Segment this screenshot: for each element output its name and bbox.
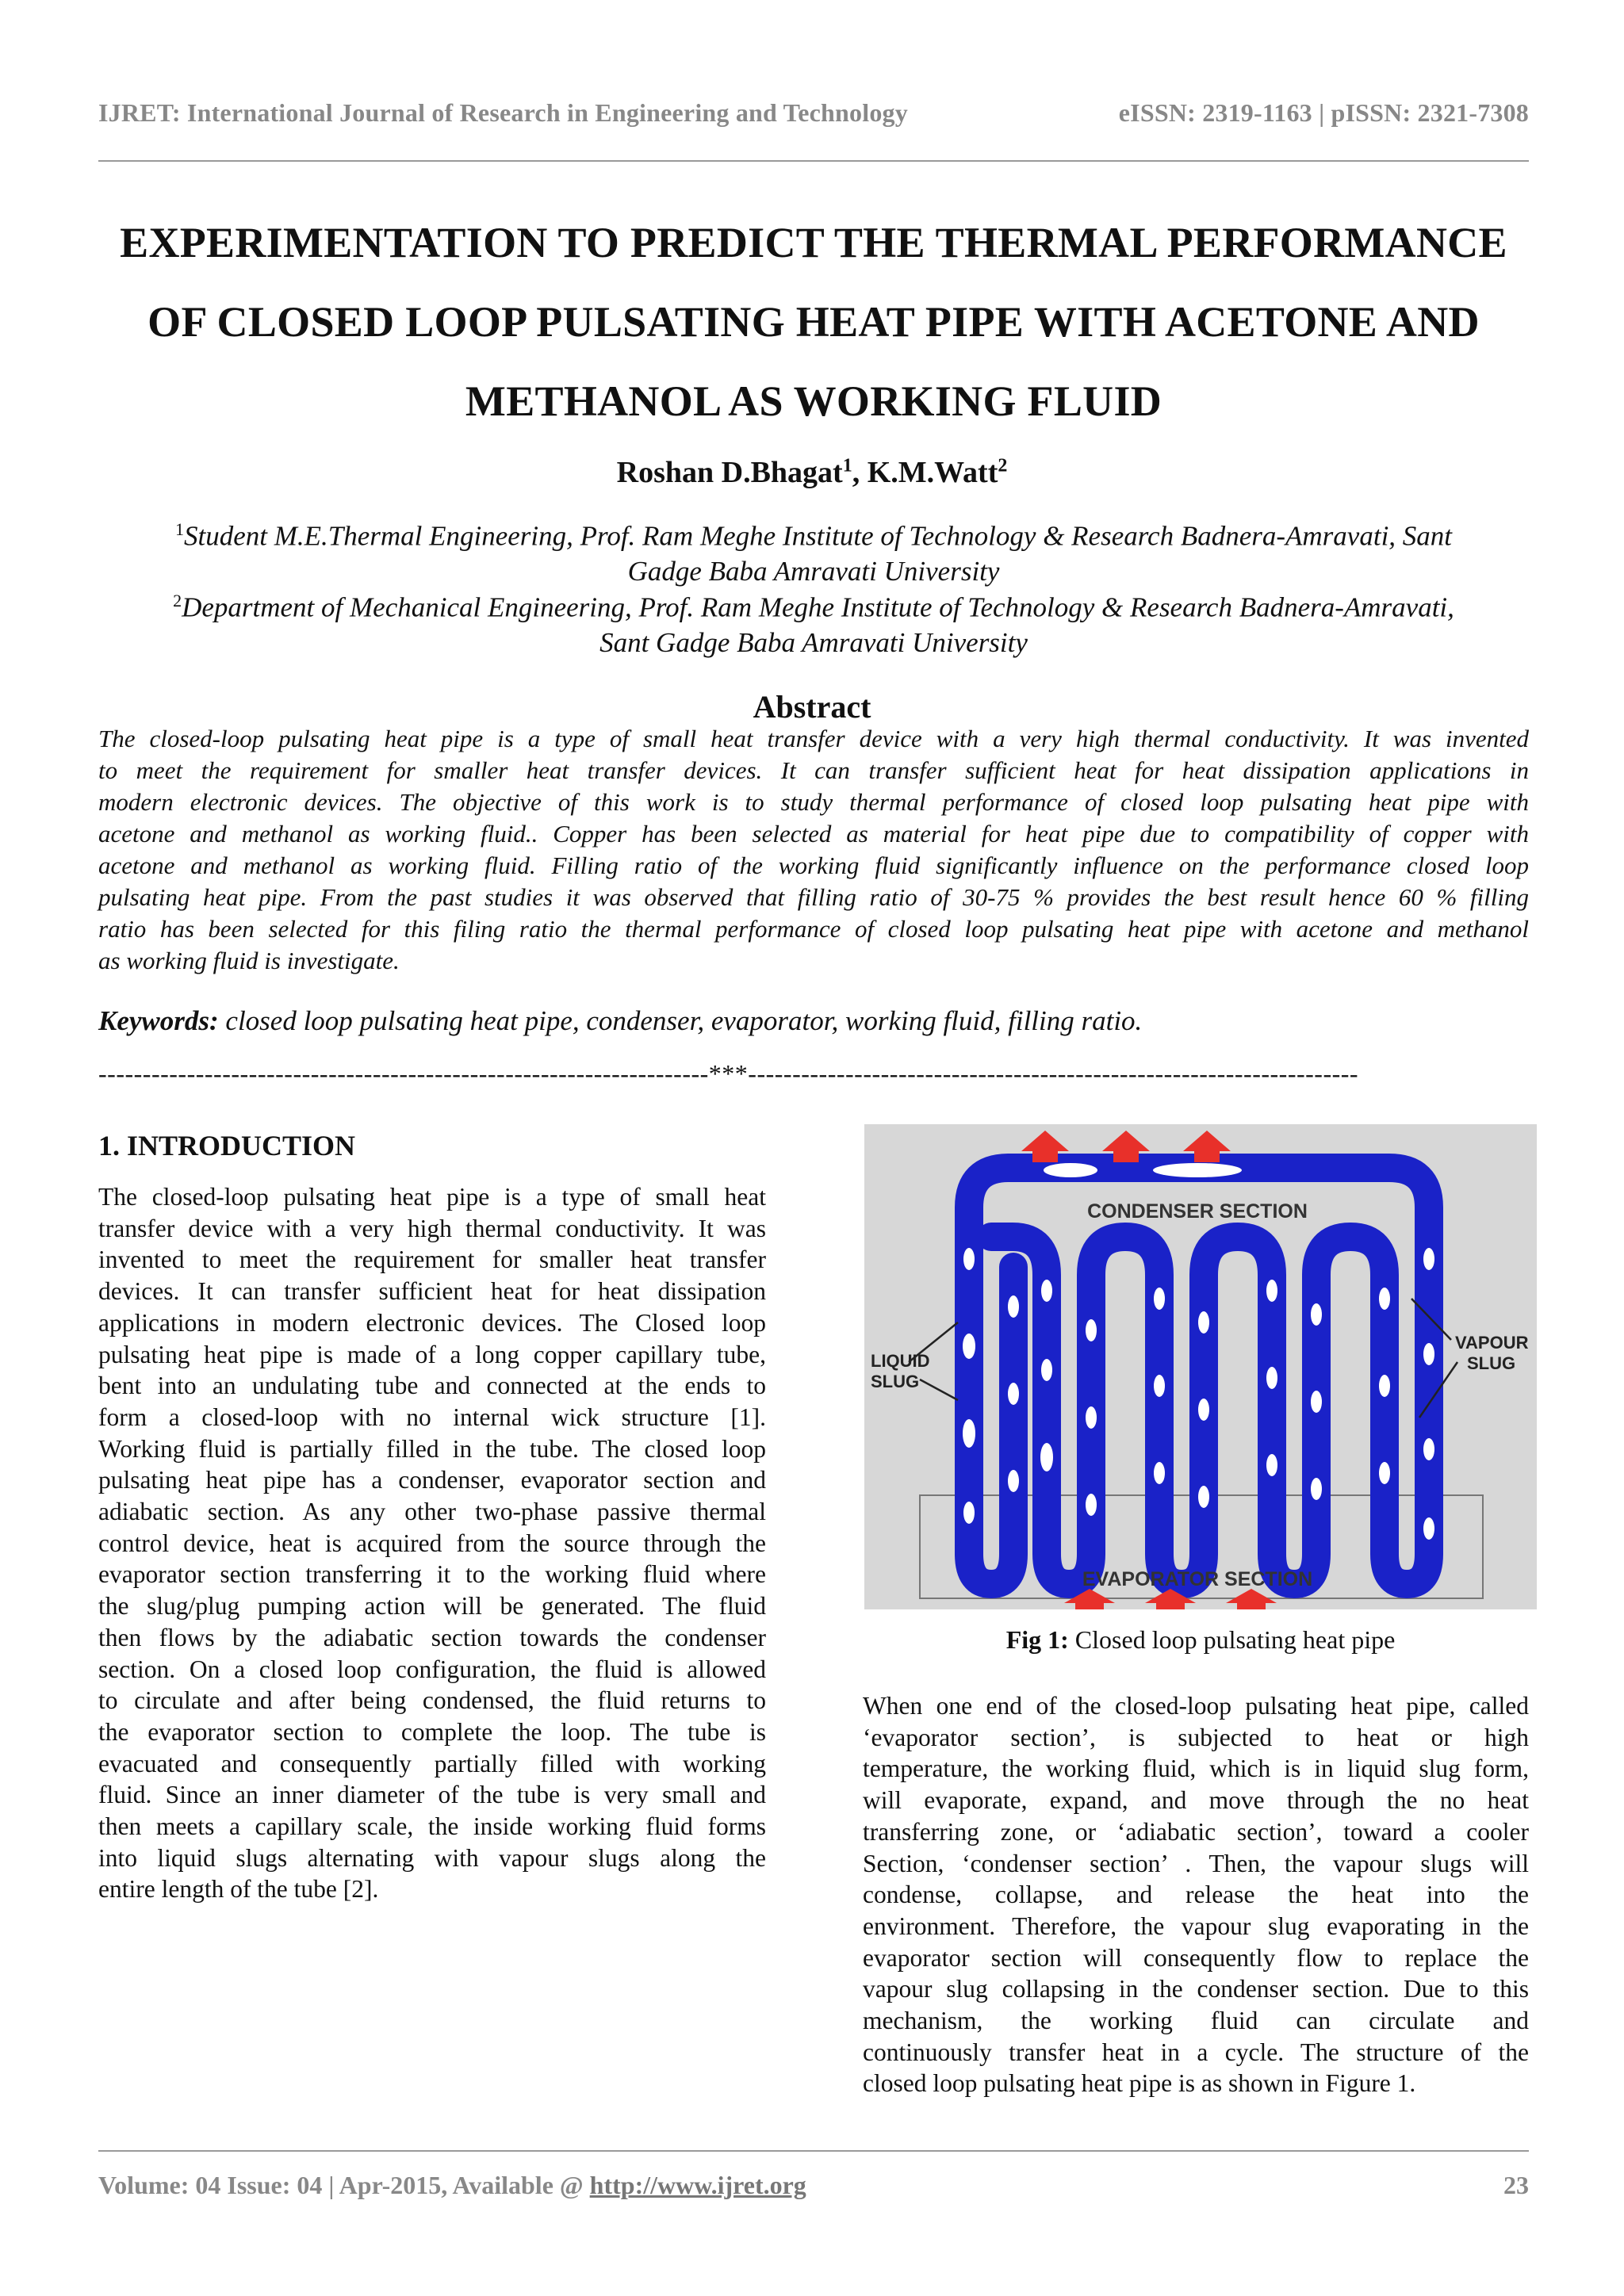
body-line: continuously transfer heat in a cycle. The structure of the (863, 2038, 1529, 2066)
body-line: environment. Therefore, the vapour slug evaporating in the (863, 1911, 1529, 1940)
footer-link[interactable]: http://www.ijret.org (589, 2171, 806, 2199)
intro-line: devices. It can transfer sufficient heat for heat dissipation (98, 1277, 766, 1306)
title-line: METHANOL AS WORKING FLUID (465, 377, 1162, 425)
intro-line: control device, heat is acquired from the source through the (98, 1529, 766, 1557)
body-line: When one end of the closed-loop pulsating heat pipe, called (863, 1692, 1529, 1720)
intro-line: evaporator section transferring it to the working fluid where (98, 1560, 766, 1589)
abstract-line: to meet the requirement for smaller heat transfer devices. It can transfer sufficient heat for heat dissipation applications in (98, 756, 1529, 784)
abstract-line: acetone and methanol as working fluid. Filling ratio of the working fluid significantly influence on the performance closed loop (98, 851, 1529, 879)
title-line: EXPERIMENTATION TO PREDICT THE THERMAL PERFORMANCE (120, 219, 1507, 266)
author-2-sup: 2 (998, 455, 1008, 476)
body-line: evaporator section will consequently flow to replace the (863, 1943, 1529, 1972)
intro-line: to circulate and after being condensed, the fluid returns to (98, 1686, 766, 1715)
affiliation-line: Department of Mechanical Engineering, Prof. Ram Meghe Institute of Technology & Research Badnera-Amravati, (182, 591, 1454, 623)
keywords-label: Keywords: (98, 1005, 219, 1036)
caption-text: Closed loop pulsating heat pipe (1068, 1625, 1396, 1654)
body-line: transferring zone, or ‘adiabatic section’, toward a cooler (863, 1817, 1529, 1846)
intro-line: entire length of the tube [2]. (98, 1875, 379, 1904)
author-2: K.M.Watt (867, 456, 998, 489)
intro-line: bent into an undulating tube and connected at the ends to (98, 1372, 766, 1400)
affiliation-1 (98, 512, 1529, 589)
abstract-line: The closed-loop pulsating heat pipe is a type of small heat transfer device with a very high thermal conductivity. It was invented (98, 725, 1529, 752)
keywords-text: closed loop pulsating heat pipe, condenser, evaporator, working fluid, filling ratio. (218, 1005, 1143, 1036)
intro-body (98, 1181, 766, 1905)
body-line: condense, collapse, and release the heat into the (863, 1881, 1529, 1909)
author-1: Roshan D.Bhagat (616, 456, 843, 489)
evaporator-label: EVAPORATOR SECTION (1082, 1568, 1313, 1590)
header-rule (98, 160, 1529, 162)
abstract-line: as working fluid is investigate. (98, 947, 400, 974)
figure-1 (864, 1124, 1537, 1609)
intro-line: the evaporator section to complete the loop. The tube is (98, 1717, 766, 1746)
paper-title (98, 203, 1529, 441)
footer-volume-text: Volume: 04 Issue: 04 | Apr-2015, Available @ (98, 2171, 590, 2199)
intro-line: invented to meet the requirement for smaller heat transfer (98, 1246, 766, 1274)
journal-header: IJRET: International Journal of Research in Engineering and Technology (98, 98, 908, 127)
body-line: will evaporate, expand, and move through the no heat (863, 1786, 1529, 1815)
abstract-line: ratio has been selected for this filing ratio the thermal performance of closed loop pulsating heat pipe with acetone and methanol (98, 915, 1529, 943)
body-line: vapour slug collapsing in the condenser section. Due to this (863, 1975, 1529, 2003)
abstract-heading: Abstract (753, 689, 871, 725)
authors (0, 455, 1624, 490)
body-line: mechanism, the working fluid can circulate and (863, 2007, 1529, 2035)
intro-line: then flows by the adiabatic section towards the condenser (98, 1623, 766, 1651)
footer-volume (98, 2171, 806, 2200)
issn-header: eISSN: 2319-1163 | pISSN: 2321-7308 (1118, 98, 1529, 127)
right-column-body (863, 1690, 1529, 2099)
affiliation-sup: 1 (174, 519, 184, 539)
footer-rule (98, 2150, 1529, 2152)
intro-line: evacuated and consequently partially filled with working (98, 1749, 766, 1777)
vapour-slug-label: VAPOUR (1455, 1333, 1529, 1353)
abstract-line: pulsating heat pipe. From the past studies it was observed that filling ratio of 30-75 % provides the best result hence 60 % filling (98, 883, 1529, 911)
abstract-line: modern electronic devices. The objective of this work is to study thermal performance of closed loop pulsating heat pipe with (98, 788, 1529, 816)
caption-label: Fig 1: (1005, 1625, 1069, 1654)
condenser-label: CONDENSER SECTION (1087, 1200, 1308, 1223)
intro-line: pulsating heat pipe is made of a long copper capillary tube, (98, 1340, 766, 1368)
affiliation-line: Sant Gadge Baba Amravati University (599, 626, 1028, 658)
section-separator: ---------------------------------------------------------------------***--------------------------------------------------------------------- (98, 1059, 1359, 1088)
intro-line: form a closed-loop with no internal wick structure [1]. (98, 1402, 766, 1431)
intro-line: fluid. Since an inner diameter of the tube is very small and (98, 1781, 766, 1809)
intro-line: transfer device with a very high thermal conductivity. It was (98, 1214, 766, 1242)
liquid-slug-label: LIQUID (871, 1351, 930, 1371)
body-line: closed loop pulsating heat pipe is as shown in Figure 1. (863, 2069, 1416, 2098)
affiliation-sup: 2 (173, 591, 182, 610)
keywords (98, 1005, 1142, 1037)
intro-line: applications in modern electronic devices. The Closed loop (98, 1308, 766, 1337)
body-line: ‘evaporator section’, is subjected to heat or high (863, 1723, 1529, 1751)
intro-line: into liquid slugs alternating with vapour slugs along the (98, 1843, 766, 1872)
liquid-slug-label: SLUG (871, 1372, 920, 1391)
page-number: 23 (1503, 2171, 1529, 2199)
intro-line: section. On a closed loop configuration, the fluid is allowed (98, 1655, 766, 1683)
vapour-slug-label: SLUG (1467, 1353, 1516, 1373)
intro-line: Working fluid is partially filled in the tube. The closed loop (98, 1434, 766, 1463)
intro-line: adiabatic section. As any other two-phase passive thermal (98, 1498, 766, 1526)
figure-caption (864, 1625, 1537, 1655)
intro-line: the slug/plug pumping action will be generated. The fluid (98, 1592, 766, 1621)
affiliation-line: Gadge Baba Amravati University (627, 555, 1000, 587)
body-line: temperature, the working fluid, which is in liquid slug form, (863, 1755, 1529, 1783)
intro-line: then meets a capillary scale, the inside working fluid forms (98, 1812, 766, 1841)
author-sep: , (852, 456, 868, 489)
intro-line: The closed-loop pulsating heat pipe is a type of small heat (98, 1183, 766, 1211)
intro-line: pulsating heat pipe has a condenser, evaporator section and (98, 1466, 766, 1494)
intro-heading: 1. INTRODUCTION (98, 1130, 356, 1161)
abstract-line: acetone and methanol as working fluid.. Copper has been selected as material for heat pipe due to compatibility of copper with (98, 820, 1529, 848)
title-line: OF CLOSED LOOP PULSATING HEAT PIPE WITH ACETONE AND (147, 298, 1480, 346)
affiliation-line: Student M.E.Thermal Engineering, Prof. Ram Meghe Institute of Technology & Research Badnera-Amravati, Sant (183, 520, 1453, 552)
body-line: Section, ‘condenser section’ . Then, the vapour slugs will (863, 1849, 1529, 1877)
abstract-body (98, 723, 1529, 977)
affiliation-2 (98, 584, 1529, 660)
author-1-sup: 1 (842, 455, 852, 476)
